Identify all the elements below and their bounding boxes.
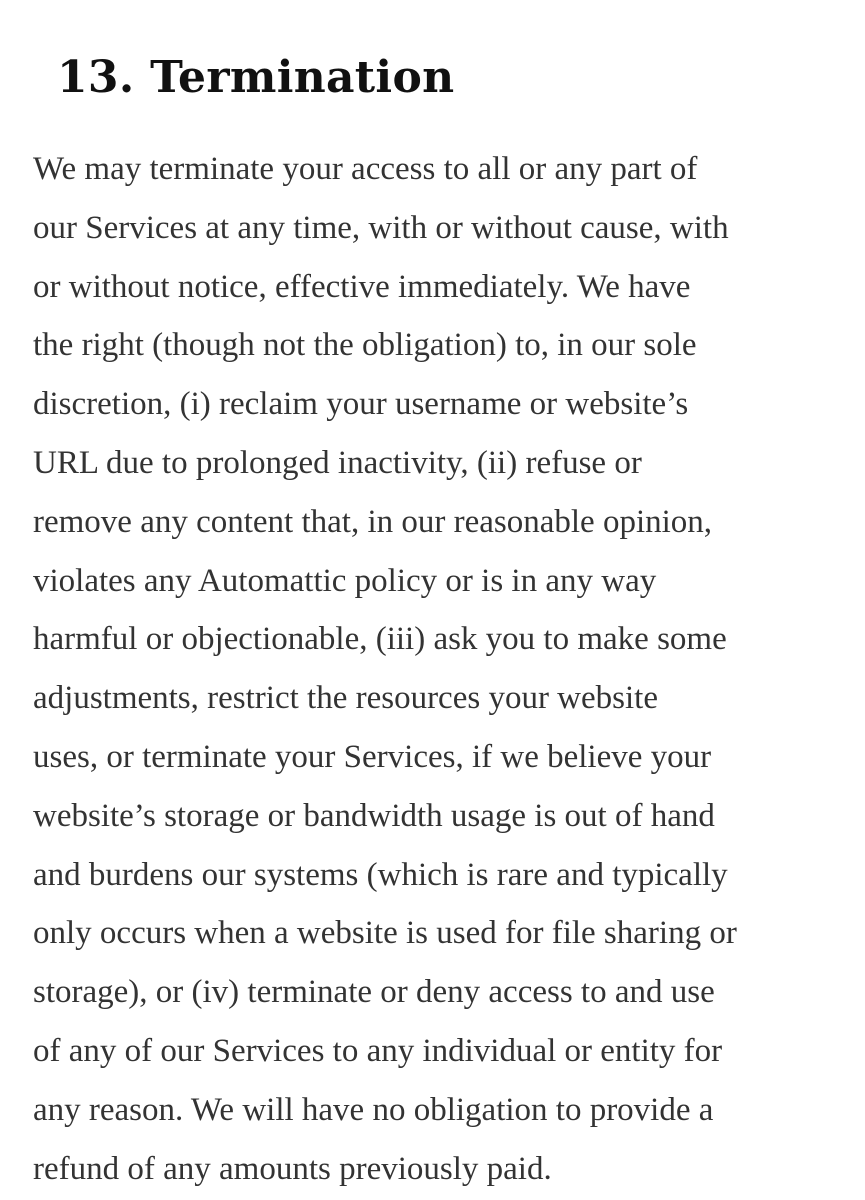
paragraph-line: violates any Automattic policy or is in any way	[33, 562, 657, 599]
paragraph-line: and burdens our systems (which is rare and typically	[33, 856, 728, 893]
paragraph-line: our Services at any time, with or without cause, with	[33, 209, 729, 246]
paragraph-line: the right (though not the obligation) to, in our sole	[33, 327, 697, 364]
paragraph-line: discretion, (i) reclaim your username or website’s	[33, 386, 689, 423]
paragraph-line: remove any content that, in our reasonable opinion,	[33, 503, 713, 540]
paragraph-line: or without notice, effective immediately. We have	[33, 268, 691, 305]
paragraph-line: uses, or terminate your Services, if we believe your	[33, 738, 712, 775]
paragraph-line: harmful or objectionable, (iii) ask you to make some	[33, 621, 727, 658]
paragraph-line: adjustments, restrict the resources your website	[33, 680, 658, 717]
paragraph-line: of any of our Services to any individual or entity for	[33, 1032, 723, 1069]
paragraph-line: any reason. We will have no obligation to provide a	[33, 1091, 714, 1128]
paragraph-line: URL due to prolonged inactivity, (ii) refuse or	[33, 444, 642, 481]
paragraph-line: We may terminate your access to all or any part of	[33, 151, 698, 187]
paragraph-line: storage), or (iv) terminate or deny access to and use	[33, 974, 715, 1011]
paragraph-line: website’s storage or bandwidth usage is out of hand	[33, 797, 715, 834]
paragraph-line: only occurs when a website is used for file sharing or	[33, 915, 737, 952]
paragraph-line: refund of any amounts previously paid.	[33, 1150, 552, 1187]
termination-paragraph	[33, 140, 863, 1198]
section-heading: 13. Termination	[57, 52, 455, 103]
